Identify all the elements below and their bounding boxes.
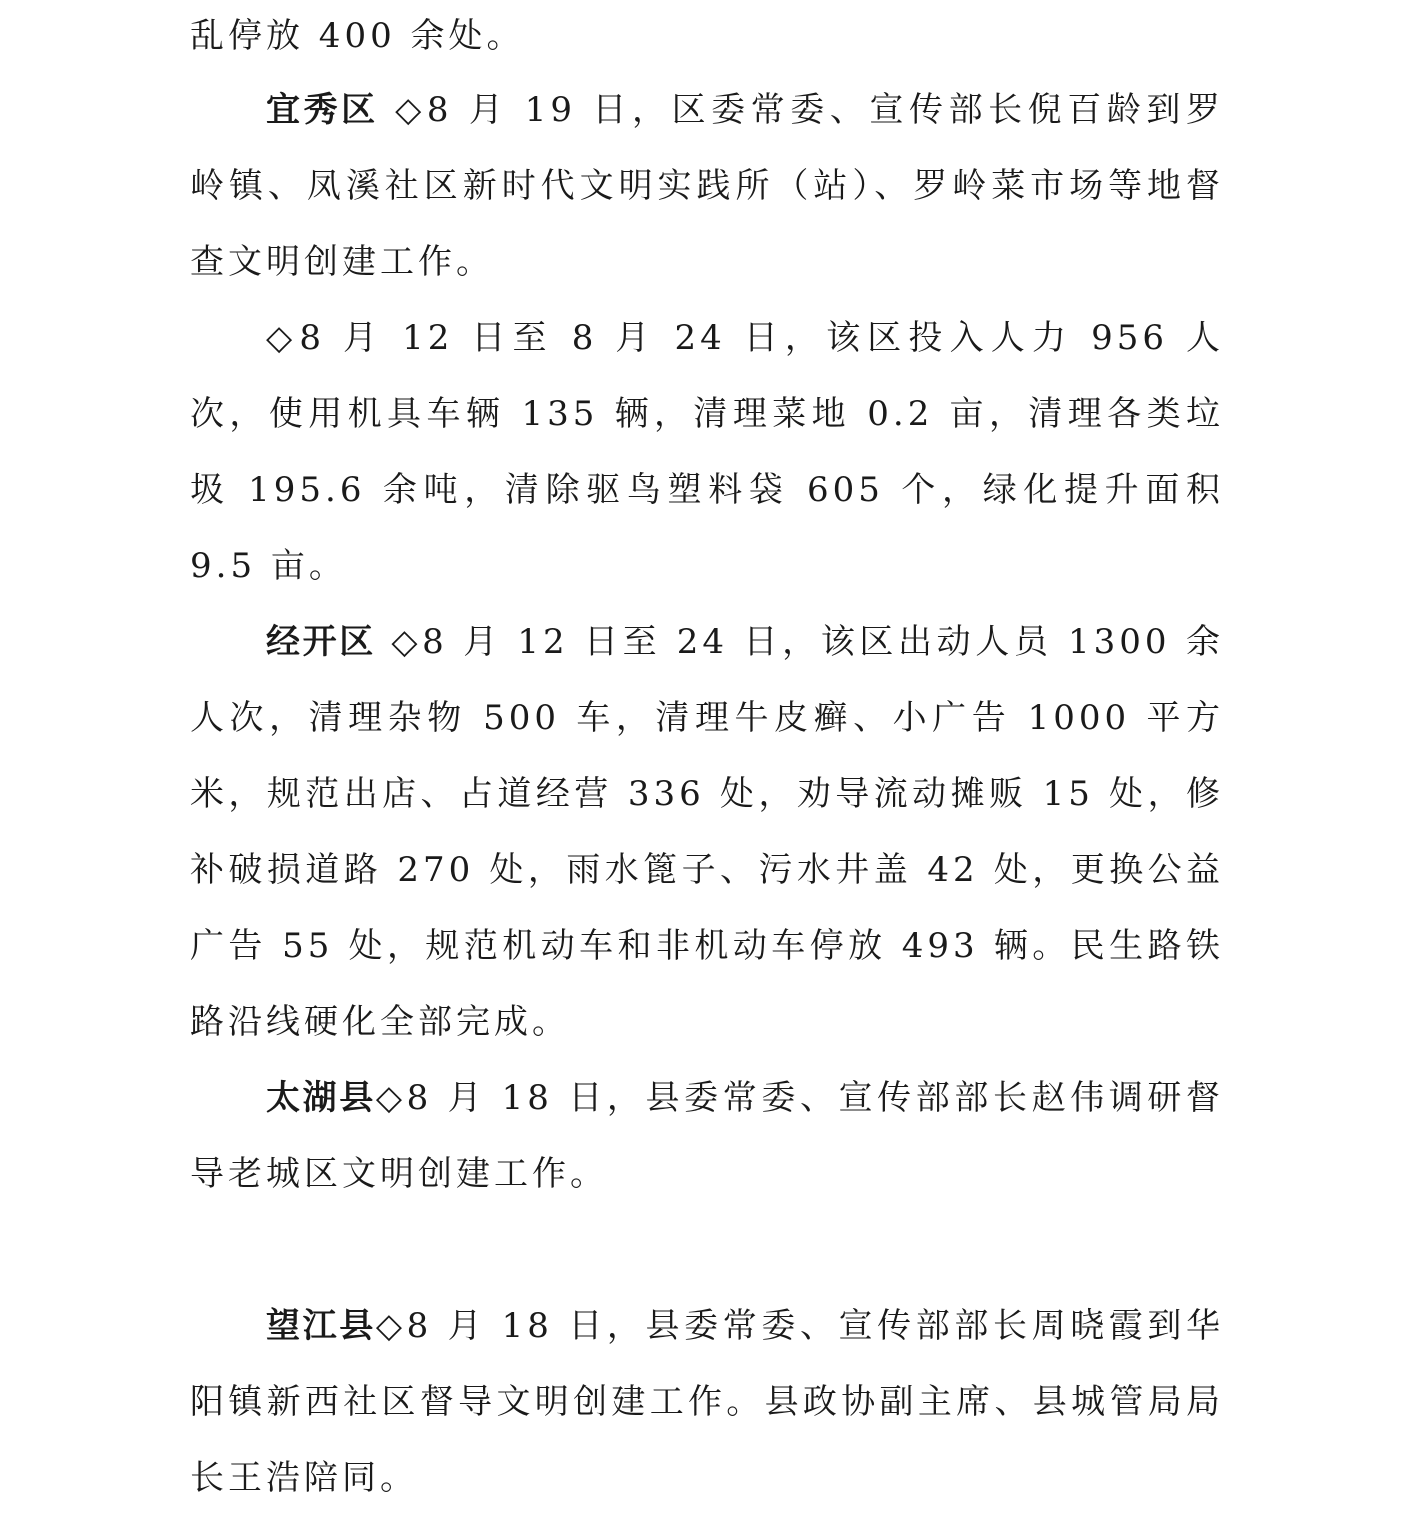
paragraph-text: ◇8 月 19 日，区委常委、宣传部长倪百龄到罗岭镇、凤溪社区新时代文明实践所（站）、罗岭菜市场等地督查文明创建工作。 — [190, 90, 1224, 282]
paragraph-wangjiang — [190, 1288, 1224, 1516]
district-name-wangjiang: 望江县 — [266, 1306, 376, 1346]
paragraph-yixiu-stats — [190, 300, 1224, 604]
paragraph-text: 乱停放 400 余处。 — [190, 16, 525, 56]
paragraph-yixiu — [190, 72, 1224, 300]
paragraph-taihu — [190, 1060, 1224, 1212]
district-name-yixiu: 宜秀区 — [266, 90, 379, 130]
district-name-taihu: 太湖县 — [266, 1078, 376, 1118]
paragraph-text: ◇8 月 18 日，县委常委、宣传部部长周晓霞到华阳镇新西社区督导文明创建工作。县政协副主席、县城管局局长王浩陪同。 — [190, 1306, 1225, 1498]
paragraph-jingkai — [190, 604, 1224, 1060]
paragraph-continuation — [190, 0, 1224, 74]
district-name-jingkai: 经开区 — [266, 622, 376, 662]
paragraph-text: ◇8 月 12 日至 8 月 24 日，该区投入人力 956 人次，使用机具车辆 135 辆，清理菜地 0.2 亩，清理各类垃圾 195.6 余吨，清除驱鸟塑料袋 605 个，绿化提升面积 9.5 亩。 — [190, 318, 1224, 586]
paragraph-text: ◇8 月 12 日至 24 日，该区出动人员 1300 余人次，清理杂物 500 车，清理牛皮癣、小广告 1000 平方米，规范出店、占道经营 336 处，劝导流动摊贩 15 处，修补破损道路 270 处，雨水篦子、污水井盖 42 处，更换公益广告 55 处，规范机动车和非机动车停放 493 辆。民生路铁路沿线硬化全部完成。 — [190, 622, 1225, 1042]
paragraph-text: ◇8 月 18 日，县委常委、宣传部部长赵伟调研督导老城区文明创建工作。 — [190, 1078, 1225, 1194]
